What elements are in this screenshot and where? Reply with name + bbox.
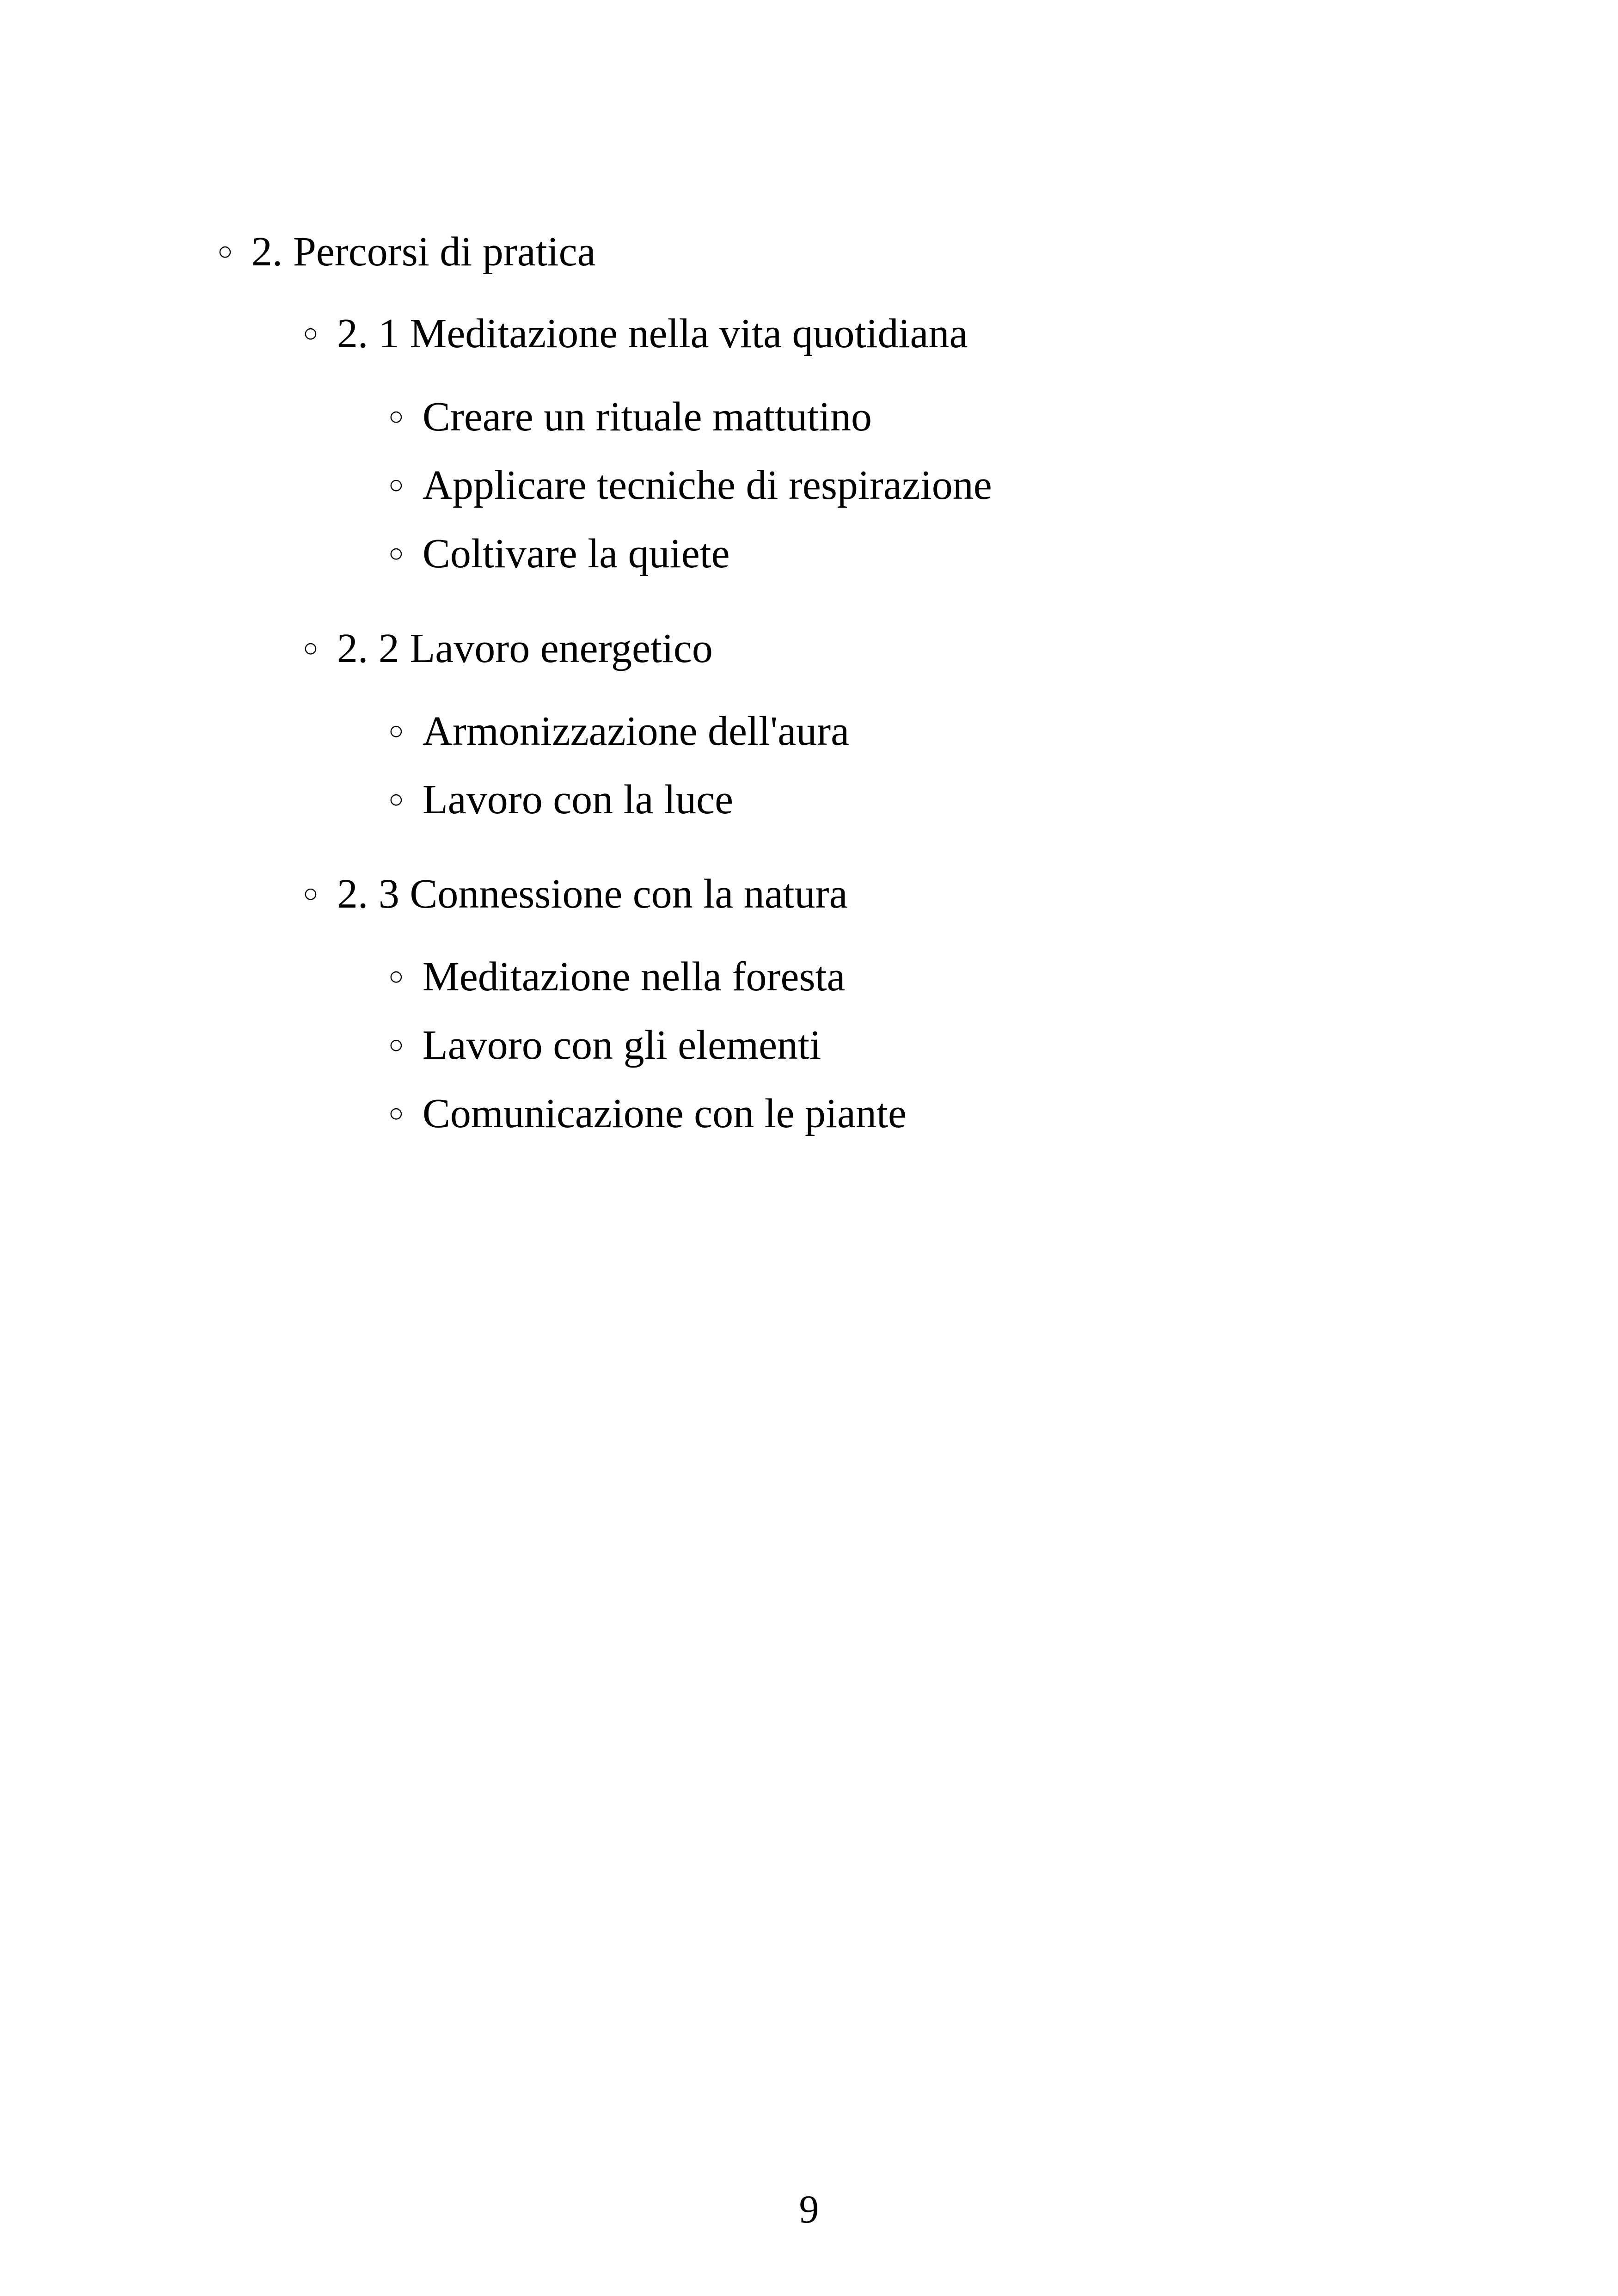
hollow-circle-bullet-icon: ○ [388, 962, 404, 991]
item-text: Armonizzazione dell'aura [422, 708, 850, 754]
outline-item [388, 708, 850, 754]
outline-subsection-heading [303, 628, 713, 669]
hollow-circle-bullet-icon: ○ [303, 319, 319, 348]
outline-item [388, 1022, 821, 1068]
page-number: 9 [799, 2187, 819, 2231]
item-text: Lavoro con la luce [422, 777, 734, 823]
subsection-title: 2. 3 Connessione con la natura [337, 871, 848, 917]
hollow-circle-bullet-icon: ○ [303, 634, 319, 663]
hollow-circle-bullet-icon: ○ [388, 402, 404, 431]
section-title: 2. Percorsi di pratica [251, 229, 596, 275]
hollow-circle-bullet-icon: ○ [303, 879, 319, 908]
hollow-circle-bullet-icon: ○ [217, 237, 233, 266]
hollow-circle-bullet-icon: ○ [388, 1031, 404, 1059]
hollow-circle-bullet-icon: ○ [388, 1099, 404, 1128]
item-text: Lavoro con gli elementi [422, 1022, 821, 1068]
outline-subsection-heading [303, 873, 848, 915]
subsection-title: 2. 1 Meditazione nella vita quotidiana [337, 311, 968, 356]
outline-section-heading [217, 231, 596, 273]
item-text: Coltivare la quiete [422, 531, 730, 577]
outline-item [388, 956, 845, 998]
hollow-circle-bullet-icon: ○ [388, 539, 404, 568]
item-text: Applicare tecniche di respirazione [422, 462, 992, 508]
hollow-circle-bullet-icon: ○ [388, 471, 404, 499]
outline-item [388, 1093, 907, 1135]
item-text: Meditazione nella foresta [422, 954, 846, 1000]
outline-item [388, 462, 992, 508]
outline-item [388, 533, 730, 575]
item-text: Comunicazione con le piante [422, 1091, 907, 1136]
hollow-circle-bullet-icon: ○ [388, 785, 404, 814]
outline-item [388, 396, 872, 438]
item-text: Creare un rituale mattutino [422, 394, 872, 440]
hollow-circle-bullet-icon: ○ [388, 717, 404, 745]
outline-item [388, 779, 733, 821]
subsection-title: 2. 2 Lavoro energetico [337, 626, 713, 671]
outline-subsection-heading [303, 313, 968, 355]
